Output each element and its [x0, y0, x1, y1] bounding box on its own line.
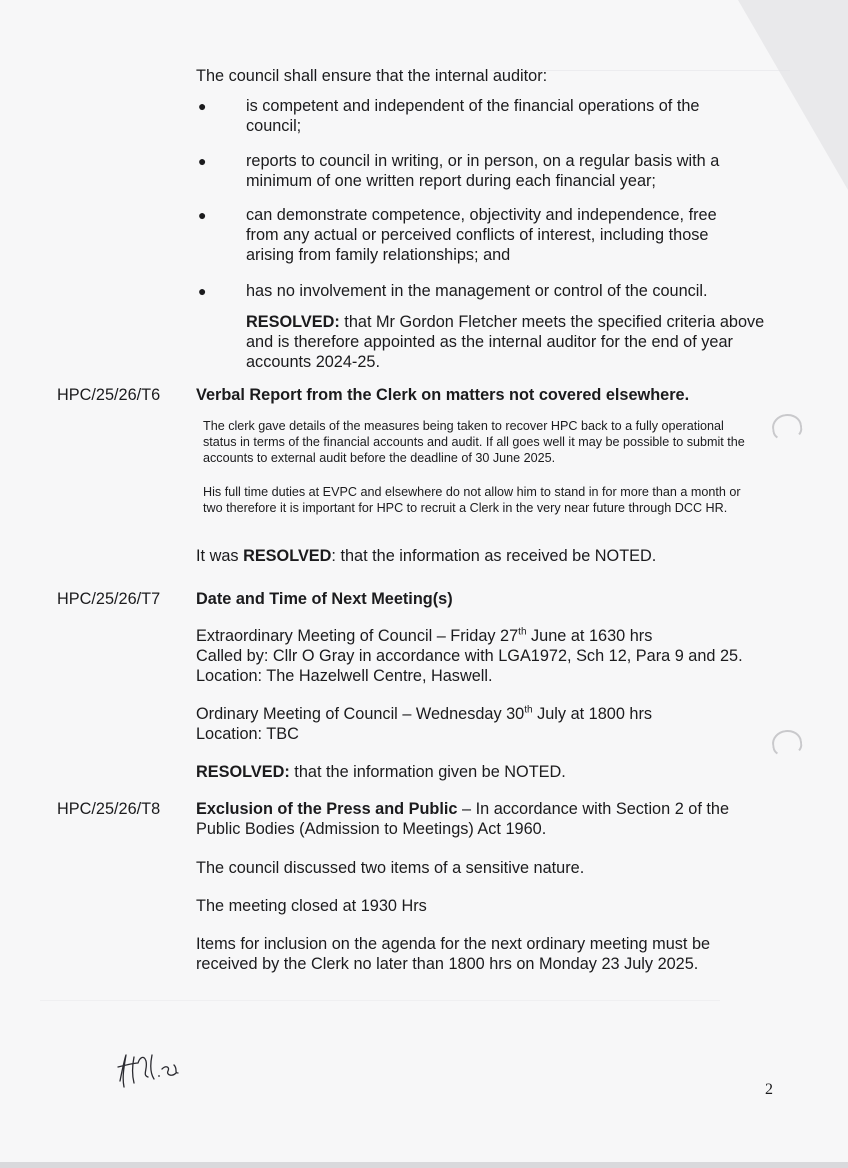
meeting-time-text: July at 1800 hrs	[532, 705, 653, 723]
item-code-t8: HPC/25/26/T8	[57, 800, 161, 818]
resolved-label: RESOLVED:	[196, 763, 290, 781]
page-bottom-edge	[0, 1162, 848, 1168]
meeting-location: Location: TBC	[196, 725, 299, 743]
handwritten-signature	[112, 1043, 192, 1093]
meeting-closed: The meeting closed at 1930 Hrs	[196, 897, 427, 915]
bullet-marker: ●	[198, 207, 207, 223]
resolved-label: RESOLVED:	[246, 313, 340, 331]
item-title-t8	[196, 799, 756, 839]
item-title-rest: – In accordance with Section 2 of the Public Bodies (Admission to Meetings) Act 1960.	[196, 800, 730, 838]
item-title-bold: Exclusion of the Press and Public	[196, 800, 458, 818]
clerk-report-para-2: His full time duties at EVPC and elsewhere do not allow him to stand in for more than a month or two therefore it is important for HPC to recruit a Clerk in the very near future through DCC HR.	[203, 485, 741, 515]
meeting-time-text: June at 1630 hrs	[526, 627, 653, 645]
exclusion-para-1: The council discussed two items of a sensitive nature.	[196, 859, 585, 877]
resolution-text: that Mr Gordon Fletcher meets the specified criteria above and is therefore appointed as the internal auditor for the end of year accounts 2024-25.	[246, 313, 765, 371]
item-title-t7: Date and Time of Next Meeting(s)	[196, 590, 453, 608]
meeting-called-by: Called by: Cllr O Gray in accordance with LGA1972, Sch 12, Para 9 and 25.	[196, 647, 743, 665]
meeting-extraordinary	[196, 626, 776, 646]
auditor-intro: The council shall ensure that the internal auditor:	[196, 67, 548, 85]
resolution-t7	[196, 762, 776, 782]
resolution-text: : that the information as received be NOTED.	[331, 547, 657, 565]
meeting-date-text: Extraordinary Meeting of Council – Friday 27	[196, 627, 519, 645]
ordinal-suffix: th	[518, 626, 527, 638]
page-number: 2	[765, 1081, 773, 1098]
resolution-prefix: It was	[196, 547, 244, 565]
meeting-location: Location: The Hazelwell Centre, Haswell.	[196, 667, 493, 685]
punch-hole-top	[770, 412, 803, 442]
bullet-marker: ●	[198, 98, 207, 114]
resolution-auditor	[246, 312, 766, 372]
bullet-marker: ●	[198, 283, 207, 299]
item-title-t6: Verbal Report from the Clerk on matters not covered elsewhere.	[196, 386, 690, 404]
item-code-t7: HPC/25/26/T7	[57, 590, 161, 608]
list-item: is competent and independent of the financial operations of the council;	[246, 97, 700, 135]
bullet-marker: ●	[198, 153, 207, 169]
list-item: can demonstrate competence, objectivity and independence, free from any actual or perceived conflicts of interest, including those arising from family relationships; and	[246, 206, 717, 264]
meeting-ordinary	[196, 704, 776, 724]
resolved-label: RESOLVED	[243, 547, 332, 565]
list-item: reports to council in writing, or in person, on a regular basis with a minimum of one written report during each financial year;	[246, 152, 720, 190]
agenda-deadline: Items for inclusion on the agenda for the next ordinary meeting must be received by the Clerk no later than 1800 hrs on Monday 23 July 2025.	[196, 935, 711, 973]
meeting-date-text: Ordinary Meeting of Council – Wednesday 30	[196, 705, 525, 723]
clerk-report-para-1: The clerk gave details of the measures being taken to recover HPC back to a fully operational status in terms of the financial accounts and audit. If all goes well it may be possible to submit the accounts to external audit before the deadline of 30 June 2025.	[203, 419, 745, 465]
resolution-t6	[196, 546, 756, 566]
resolution-text: that the information given be NOTED.	[289, 763, 566, 781]
item-code-t6: HPC/25/26/T6	[57, 386, 161, 404]
ordinal-suffix: th	[524, 704, 533, 716]
list-item: has no involvement in the management or control of the council.	[246, 282, 708, 300]
